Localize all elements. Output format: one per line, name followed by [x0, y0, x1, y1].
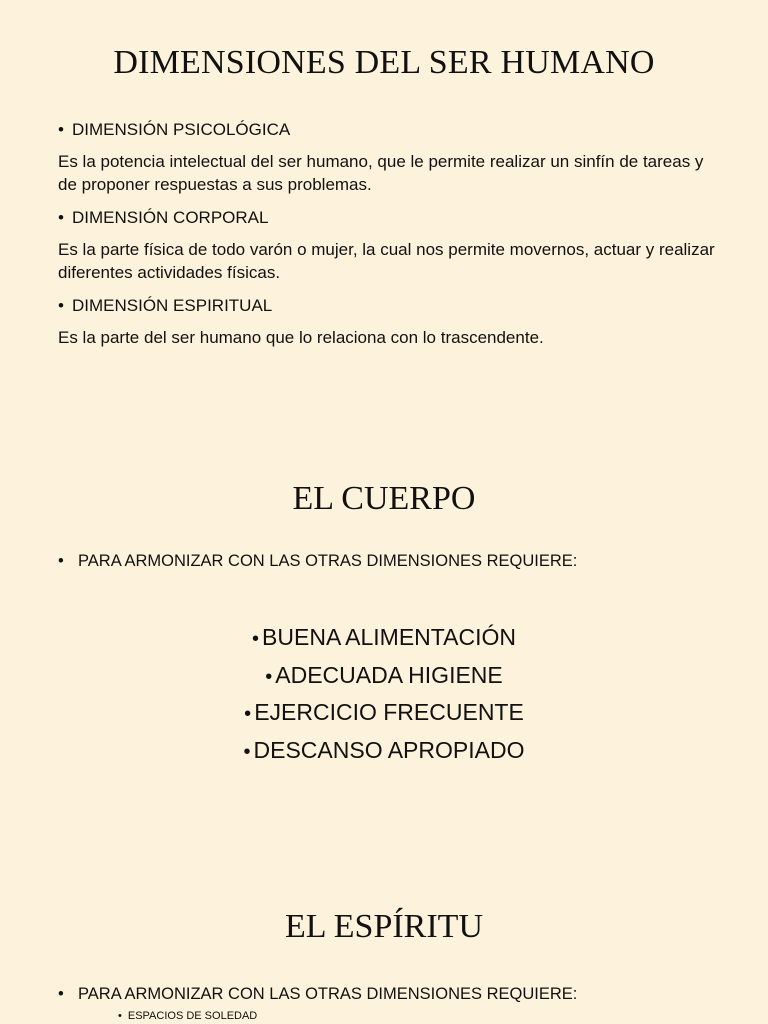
- bullet-icon: •: [58, 552, 64, 570]
- item-text: Es la potencia intelectual del ser humano, que le permite realizar un sinfín de tareas y de proponer respuestas a sus problemas.: [58, 152, 704, 194]
- item-heading: DIMENSIÓN PSICOLÓGICA: [72, 120, 291, 139]
- bullet-icon: •: [252, 628, 260, 650]
- slide-el-espiritu: [0, 870, 768, 1024]
- bullet-icon: •: [118, 1010, 122, 1022]
- slide2-title: EL CUERPO: [292, 480, 476, 517]
- list-item: • EJERCICIO FRECUENTE: [244, 699, 524, 725]
- bullet-icon: •: [58, 296, 64, 315]
- slide2-intro: [58, 552, 577, 571]
- bullet-icon: •: [58, 120, 64, 139]
- item-espiritual: [58, 294, 718, 349]
- list-item: • DESCANSO APROPIADO: [243, 736, 525, 763]
- list-item: • ADECUADA HIGIENE: [265, 661, 503, 688]
- bullet-icon: •: [244, 703, 252, 725]
- intro-text: PARA ARMONIZAR CON LAS OTRAS DIMENSIONES REQUIERE:: [78, 552, 578, 570]
- slide3-intro: [58, 985, 577, 1004]
- slide1-title: DIMENSIONES DEL SER HUMANO: [113, 44, 655, 81]
- care-list: [0, 620, 768, 770]
- slide-dimensiones: [0, 0, 768, 430]
- list-item: • BUENA ALIMENTACIÓN: [252, 624, 516, 650]
- slide-el-cuerpo: [0, 430, 768, 870]
- bullet-icon: •: [58, 208, 64, 227]
- bullet-icon: •: [58, 985, 64, 1003]
- bullet-icon: •: [265, 665, 273, 688]
- bullet-icon: •: [243, 740, 251, 763]
- item-heading: DIMENSIÓN ESPIRITUAL: [72, 296, 273, 315]
- item-text: Es la parte del ser humano que lo relaciona con lo trascendente.: [58, 328, 544, 347]
- sub-list-item: • ESPACIOS DE SOLEDAD: [118, 1010, 258, 1022]
- intro-text: PARA ARMONIZAR CON LAS OTRAS DIMENSIONES REQUIERE:: [78, 985, 578, 1003]
- slide3-title: EL ESPÍRITU: [284, 908, 483, 945]
- item-psicologica: [58, 118, 718, 196]
- item-text: Es la parte física de todo varón o mujer, la cual nos permite movernos, actuar y realizar diferentes actividades físicas.: [58, 240, 715, 282]
- item-corporal: [58, 206, 718, 284]
- item-heading: DIMENSIÓN CORPORAL: [72, 208, 269, 227]
